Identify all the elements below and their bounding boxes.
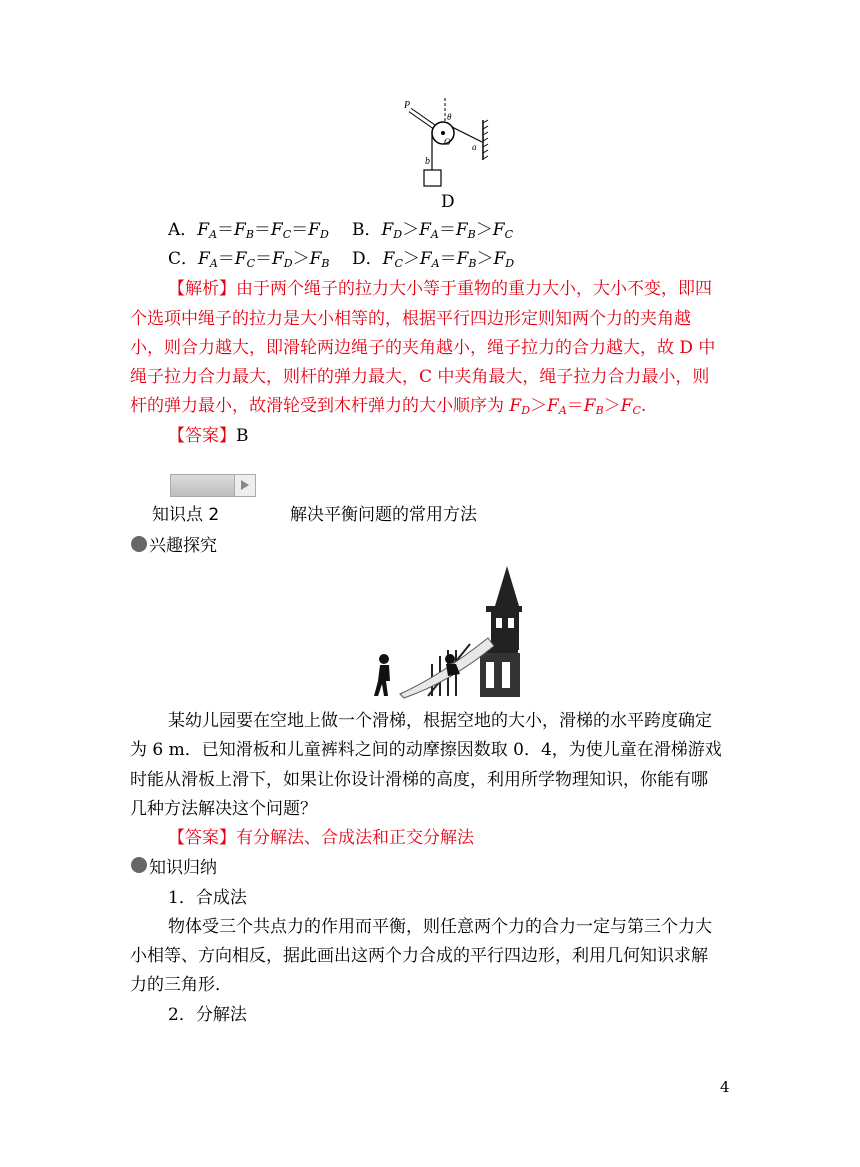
slide-illustration <box>370 566 522 700</box>
label-b: b <box>425 156 430 167</box>
analysis-line-3: 小，则合力越大，即滑轮两边绳子的夹角越小，绳子拉力的合力越大，故 D 中 <box>130 338 716 358</box>
answer-1-tag: 【答案】 <box>168 426 236 446</box>
section-bar <box>170 474 256 497</box>
label-theta: θ <box>447 112 452 122</box>
answer-2 <box>168 828 474 848</box>
summary-item-1-line-3: 力的三角形． <box>130 975 232 995</box>
answer-2-value: 有分解法、合成法和正交分解法 <box>236 828 474 848</box>
page-number: 4 <box>720 1078 730 1096</box>
analysis-text-5: 杆的弹力最小，故滑轮受到木杆弹力的大小顺序为 <box>130 396 510 416</box>
summary-item-2-title: 2．分解法 <box>168 1005 247 1025</box>
option-a-prefix: A． <box>168 220 198 240</box>
figure-caption: D <box>441 192 455 212</box>
analysis-line-4: 绳子拉力合力最大，则杆的弹力最大，C 中夹角最大，绳子拉力合力最小，则 <box>130 367 710 387</box>
summary-title: 知识归纳 <box>149 858 217 878</box>
problem-line-2: 为 6 m．已知滑板和儿童裤料之间的动摩擦因数取 0．4，为使儿童在滑梯游戏 <box>130 740 722 760</box>
option-d: D．$F_C>F_A=F_B>F_D$ <box>352 249 515 270</box>
answer-2-tag: 【答案】 <box>168 828 236 848</box>
analysis-tag: 【解析】 <box>168 279 236 299</box>
option-d-prefix: D． <box>352 249 383 269</box>
book-icon <box>131 536 147 552</box>
option-b: B．$F_D>F_A=F_B>F_C$ <box>352 220 513 241</box>
problem-line-3: 时能从滑板上滑下，如果让你设计滑梯的高度，利用所学物理知识，你能有哪 <box>130 770 708 790</box>
interest-title: 兴趣探究 <box>149 536 217 556</box>
option-c: C．$F_A=F_C=F_D>F_B$ <box>168 249 330 270</box>
option-a: A．$F_A=F_B=F_C=F_D$ <box>168 220 329 241</box>
problem-line-1: 某幼儿园要在空地上做一个滑梯，根据空地的大小，滑梯的水平跨度确定 <box>168 711 712 731</box>
label-o: O <box>444 137 451 147</box>
option-c-prefix: C． <box>168 249 199 269</box>
analysis-line-2: 个选项中绳子的拉力是大小相等的，根据平行四边形定则知两个力的夹角越 <box>130 309 691 329</box>
knowledge-point-label: 知识点 2 <box>152 505 220 525</box>
option-b-prefix: B． <box>352 220 382 240</box>
summary-item-1-line-1: 物体受三个共点力的作用而平衡，则任意两个力的合力一定与第三个力大 <box>168 917 712 937</box>
play-arrow-icon <box>234 475 255 496</box>
answer-1 <box>168 426 249 446</box>
analysis-line-5: 杆的弹力最小，故滑轮受到木杆弹力的大小顺序为 $F_D>F_A=F_B>F_C$. <box>130 396 647 417</box>
pulley-figure-d <box>398 98 498 190</box>
summary-item-1-title: 1．合成法 <box>168 888 247 908</box>
label-a: a <box>472 142 477 152</box>
knowledge-point-title: 解决平衡问题的常用方法 <box>290 505 477 525</box>
graduation-cap-icon <box>131 857 147 873</box>
label-p: P <box>404 100 411 111</box>
analysis-line-1 <box>168 279 712 299</box>
analysis-text-1: 由于两个绳子的拉力大小等于重物的重力大小，大小不变，即四 <box>236 279 712 299</box>
answer-1-value: B <box>236 426 249 446</box>
summary-item-1-line-2: 小相等、方向相反，据此画出这两个力合成的平行四边形，利用几何知识求解 <box>130 946 708 966</box>
problem-line-4: 几种方法解决这个问题？ <box>130 799 317 819</box>
